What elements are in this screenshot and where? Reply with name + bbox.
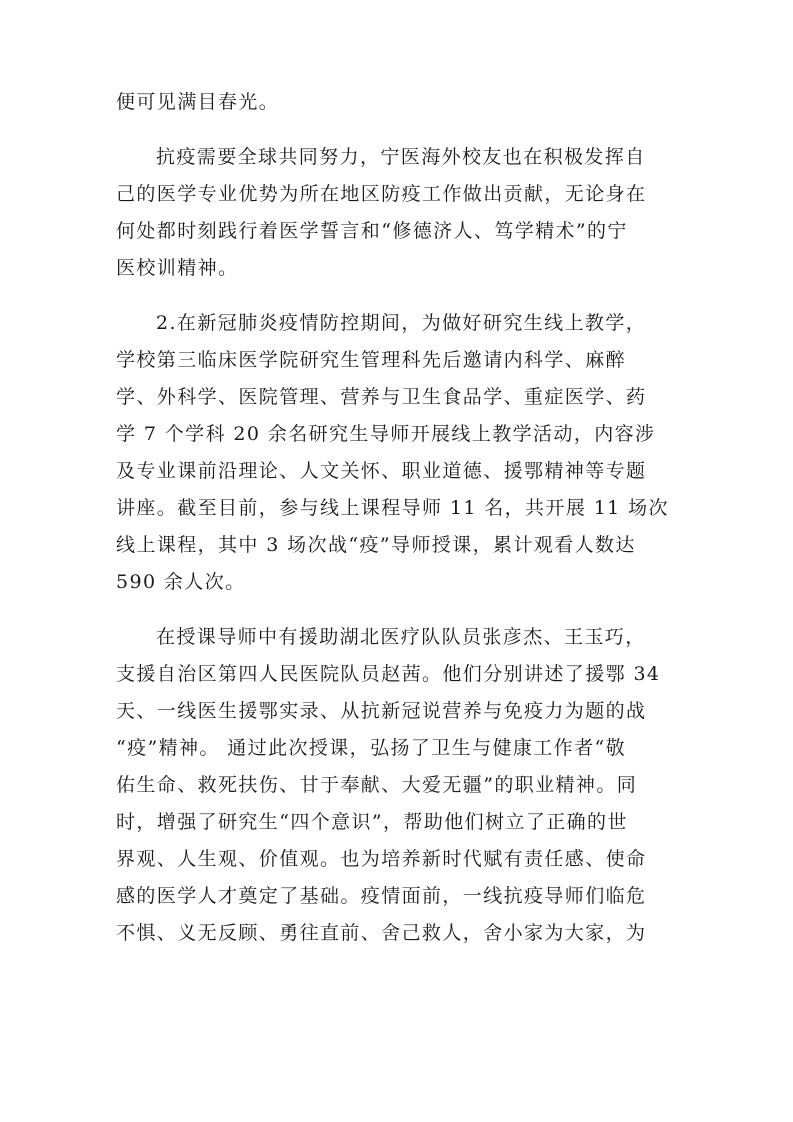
text-line: 2.在新冠肺炎疫情防控期间，为做好研究生线上教学，: [156, 312, 647, 334]
paragraph: [116, 305, 676, 601]
text-line: 线上课程，其中 3 场次战“疫”导师授课，累计观看人数达: [116, 534, 636, 556]
text-line: “疫”精神。 通过此次授课，弘扬了卫生与健康工作者“敬: [116, 737, 626, 759]
text-line: 天、一线医生援鄂实录、从抗新冠说营养与免疫力为题的战: [116, 700, 647, 722]
text-line: 支援自治区第四人民医院队员赵茜。他们分别讲述了援鄂 34: [116, 663, 661, 685]
text-line: 不惧、义无反顾、勇往直前、舍己救人，舍小家为大家，为: [116, 922, 647, 944]
paragraph-spacing: [116, 601, 676, 619]
text-line: 己的医学专业优势为所在地区防疫工作做出贡献，无论身在: [116, 183, 647, 205]
paragraph-spacing: [116, 287, 676, 305]
text-line: 抗疫需要全球共同努力，宁医海外校友也在积极发挥自: [156, 146, 646, 168]
text-line: 及专业课前沿理论、人文关怀、职业道德、援鄂精神等专题: [116, 460, 647, 482]
paragraph: [116, 84, 676, 121]
text-line: 在授课导师中有援助湖北医疗队队员张彦杰、王玉巧，: [156, 626, 646, 648]
text-line: 学校第三临床医学院研究生管理科先后邀请内科学、麻醉: [116, 349, 627, 371]
text-line: 感的医学人才奠定了基础。疫情面前，一线抗疫导师们临危: [116, 885, 647, 907]
text-line: 便可见满目春光。: [116, 91, 280, 113]
text-line: 590 余人次。: [116, 571, 246, 593]
text-line: 医校训精神。: [116, 257, 239, 279]
text-line: 学、外科学、医院管理、营养与卫生食品学、重症医学、药: [116, 386, 647, 408]
paragraph-spacing: [116, 121, 676, 139]
text-line: 学 7 个学科 20 余名研究生导师开展线上教学活动，内容涉: [116, 423, 656, 445]
text-line: 时，增强了研究生“四个意识”，帮助他们树立了正确的世: [116, 811, 628, 833]
text-line: 何处都时刻践行着医学誓言和“修德济人、笃学精术”的宁: [116, 220, 628, 242]
paragraph: [116, 139, 676, 287]
text-line: 讲座。截至目前，参与线上课程导师 11 名，共开展 11 场次: [116, 497, 669, 519]
document-body: [116, 84, 676, 952]
text-line: 佑生命、救死扶伤、甘于奉献、大爱无疆”的职业精神。同: [116, 774, 638, 796]
paragraph: [116, 619, 676, 952]
text-line: 界观、人生观、价值观。也为培养新时代赋有责任感、使命: [116, 848, 647, 870]
